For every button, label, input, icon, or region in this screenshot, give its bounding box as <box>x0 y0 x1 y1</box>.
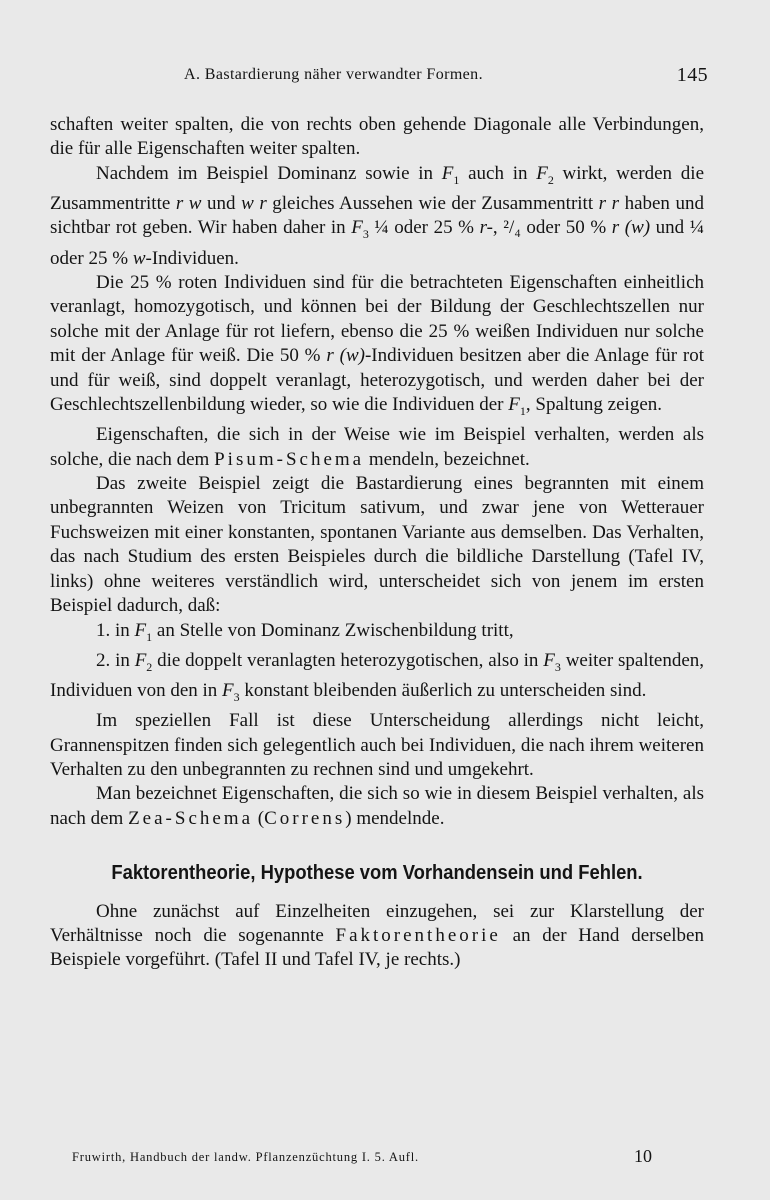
section-heading: Faktorentheorie, Hypothese vom Vorhandensein und Fehlen. <box>111 862 643 885</box>
page-footer <box>72 1146 652 1168</box>
paragraph: Man bezeichnet Eigenschaften, die sich so wie in diesem Beispiel verhalten, als nach dem Zea-Schema (Correns) mendelnde. <box>50 783 704 829</box>
paragraph: Nachdem im Beispiel Dominanz sowie in $F_1$ auch in $F_2$ wirkt, werden die Zusammentritte r w und w r gleiches Aussehen wie der Zusammentritt r r haben und sichtbar rot geben. Wir haben daher in $F_3$ ¼ oder 25 % r-, ²/₄ oder 50 % r (w) und ¼ oder 25 % w-Individuen. <box>50 162 705 269</box>
paragraph: Die 25 % roten Individuen sind für die betrachteten Eigenschaften einheitlich veranlagt, homozygotisch, und können bei der Bildung der Geschlechtszellen nur solche mit der Anlage für rot liefern, ebenso die 25 % weißen Individuen nur solche mit der Anlage für weiß. Die 50 % r (w)-Individuen besitzen aber die Anlage für rot und für weiß, sind doppelt veranlagt, heterozygotisch, und werden daher bei der Geschlechtszellenbildung wieder, so wie die Individuen der $F_1$, Spaltung zeigen. <box>50 272 704 418</box>
page-header <box>48 64 708 92</box>
paragraph: Das zweite Beispiel zeigt die Bastardierung eines begrannten mit einem unbegrannten Weizen von Tricitum sativum, und zwar jene von Wetterauer Fuchsweizen mit einer konstanten, spontanen Variante aus demselben. Das Verhalten, das nach Studium des ersten Beispieles durch die bildliche Darstellung (Tafel IV, links) ohne weiteres verständlich wird, unterscheidet sich von jenem im ersten Beispiel dadurch, daß: <box>50 473 704 617</box>
paragraph: Eigenschaften, die sich in der Weise wie im Beispiel verhalten, werden als solche, die nach dem Pisum-Schema mendeln, bezeichnet. <box>50 424 704 470</box>
body-text <box>50 113 704 973</box>
footer-citation: Fruwirth, Handbuch der landw. Pflanzenzüchtung I. 5. Aufl. <box>72 1150 419 1164</box>
page-number: 145 <box>676 64 708 86</box>
running-title: A. Bastardierung näher verwandter Formen. <box>184 66 483 83</box>
paragraph: Im speziellen Fall ist diese Unterscheidung allerdings nicht leicht, Grannenspitzen finden sich gelegentlich auch bei Individuen, die nach ihrem weiteren Verhalten zu den unbegrannten zu rechnen sind und umgekehrt. <box>50 710 704 780</box>
paragraph: schaften weiter spalten, die von rechts oben gehende Diagonale alle Verbindungen, die für alle Eigenschaften weiter spalten. <box>50 114 704 160</box>
list-item: 1. in $F_1$ an Stelle von Dominanz Zwischenbildung tritt, <box>96 619 514 644</box>
list-item: 2. in $F_2$ die doppelt veranlagten heterozygotischen, also in $F_3$ weiter spaltenden, Individuen von den in $F_3$ konstant bleibenden äußerlich zu unterscheiden sind. <box>50 649 704 704</box>
paragraph: Ohne zunächst auf Einzelheiten einzugehen, sei zur Klarstellung der Verhältnisse noch die sogenannte Faktorentheorie an der Hand derselben Beispiele vorgeführt. (Tafel II und Tafel IV, je rechts.) <box>50 900 704 971</box>
sheet-number: 10 <box>634 1146 652 1166</box>
